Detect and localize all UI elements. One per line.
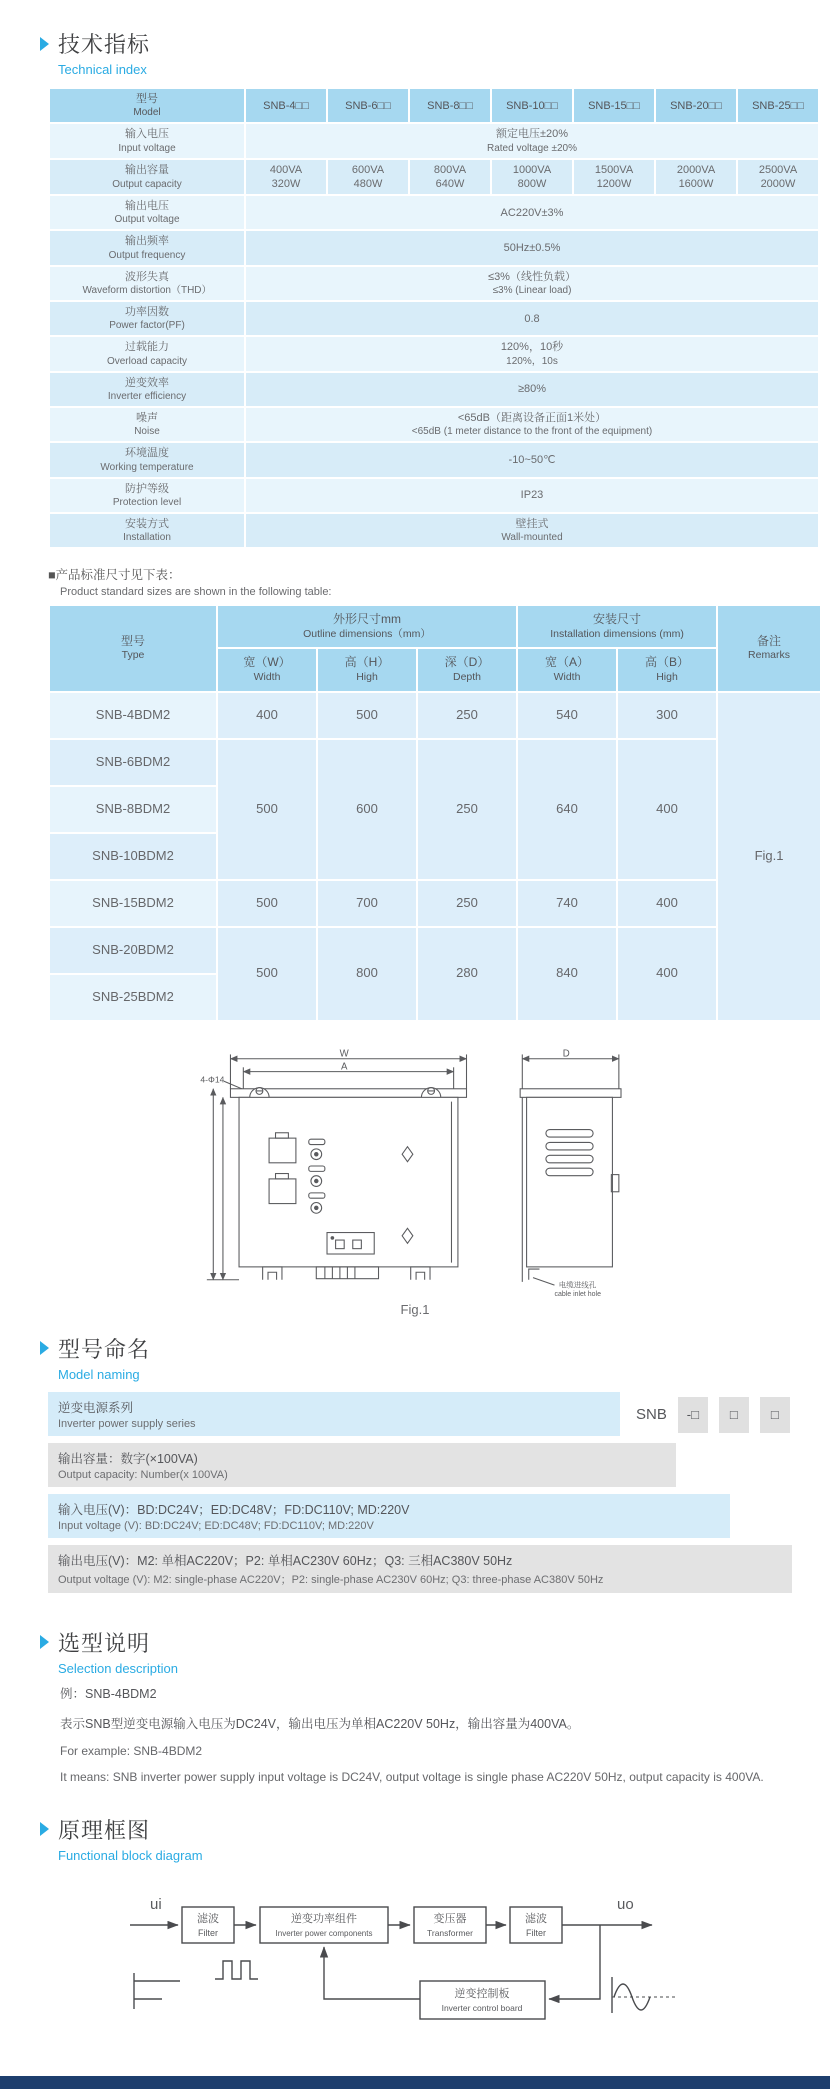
dimension-figure <box>200 1048 630 1317</box>
spec-row-power-factor <box>49 301 819 336</box>
naming-row-input-voltage: 输入电压(V)：BD:DC24V；ED:DC48V；FD:DC110V; MD:220V Input voltage (V): BD:DC24V; ED:DC48V; FD:DC110V; MD:220V <box>48 1494 730 1538</box>
section-selection-description <box>40 1627 830 1676</box>
dim-cell: 840 <box>517 927 617 1021</box>
row-label: 逆变效率 Inverter efficiency <box>49 372 245 407</box>
naming-row-capacity: 输出容量：数字(×100VA) Output capacity: Number(x 100VA) <box>48 1443 676 1487</box>
dim-cell: 400 <box>617 927 717 1021</box>
dim-cell: 600 <box>317 739 417 880</box>
block-filter1-zh: 滤波 <box>197 1912 219 1925</box>
row-label: 安装方式 Installation <box>49 513 245 548</box>
row-label: 噪声 Noise <box>49 407 245 442</box>
code-box-1: -□ <box>678 1397 708 1433</box>
functional-block-diagram <box>120 1877 830 2042</box>
spec-table <box>48 87 820 549</box>
section-title-en: Functional block diagram <box>58 1847 203 1863</box>
block-control-en: Inverter control board <box>441 2002 523 2013</box>
diagram-input-label: ui <box>150 1895 162 1913</box>
spec-row-output-voltage <box>49 195 819 230</box>
dim-cell: 250 <box>417 692 517 739</box>
dims-row <box>49 692 821 739</box>
dims-row <box>49 739 821 786</box>
dimensions-table <box>48 604 822 1021</box>
section-header <box>40 1814 830 1845</box>
block-filter2-zh: 滤波 <box>525 1912 547 1925</box>
dims-subheader-w: 宽（W） Width <box>217 648 317 691</box>
dims-header-install: 安装尺寸 Installation dimensions (mm) <box>517 605 717 648</box>
remarks-cell: Fig.1 <box>717 692 821 1021</box>
dim-w-label: W <box>339 1048 349 1060</box>
capacity-cell: 800VA 640W <box>409 159 491 196</box>
model-type-cell: SNB-6BDM2 <box>49 739 217 786</box>
model-prefix: SNB <box>636 1406 667 1424</box>
naming-row-series: 逆变电源系列 Inverter power supply series <box>48 1392 620 1436</box>
section-title-en: Model naming <box>58 1366 140 1382</box>
model-type-cell: SNB-8BDM2 <box>49 786 217 833</box>
block-diagram-drawing <box>120 1877 680 2037</box>
row-label: 输入电压 Input voltage <box>49 123 245 158</box>
row-value: 0.8 <box>245 301 819 336</box>
section-title-en: Technical index <box>58 62 147 77</box>
diagram-output-label: uo <box>617 1895 634 1913</box>
dim-cell: 300 <box>617 692 717 739</box>
spec-row-output-capacity <box>49 159 819 196</box>
selection-meaning-en: It means: SNB inverter power supply input voltage is DC24V, output voltage is single phase AC220V 50Hz, output capacity is 400VA. <box>60 1769 764 1784</box>
dims-row <box>49 880 821 927</box>
block-filter2-en: Filter <box>526 1927 546 1938</box>
dims-header-row1 <box>49 605 821 648</box>
dim-cell: 700 <box>317 880 417 927</box>
figure-caption: Fig.1 <box>400 1301 430 1317</box>
row-value: <65dB（距离设备正面1米处） <65dB (1 meter distance to the front of the equipment) <box>245 407 819 442</box>
section-title-zh: 型号命名 <box>58 1336 151 1362</box>
dims-row <box>49 927 821 974</box>
spec-row-working-temperature <box>49 442 819 477</box>
row-label: 输出频率 Output frequency <box>49 230 245 265</box>
model-type-cell: SNB-15BDM2 <box>49 880 217 927</box>
spec-header-model <box>49 88 245 123</box>
section-title-zh: 原理框图 <box>58 1817 151 1843</box>
dim-cell: 500 <box>317 692 417 739</box>
capacity-cell: 2500VA 2000W <box>737 159 819 196</box>
block-power-zh: 逆变功率组件 <box>291 1912 357 1925</box>
dims-subheader-h: 高（H） High <box>317 648 417 691</box>
model-label-en: Model <box>133 107 161 119</box>
row-label: 波形失真 Waveform distortion（THD） <box>49 266 245 301</box>
row-label: 输出电压 Output voltage <box>49 195 245 230</box>
spec-row-noise <box>49 407 819 442</box>
spec-row-protection-level <box>49 478 819 513</box>
selection-meaning-zh: 表示SNB型逆变电源输入电压为DC24V，输出电压为单相AC220V 50Hz，输出容量为400VA。 <box>60 1716 580 1731</box>
row-label: 功率因数 Power factor(PF) <box>49 301 245 336</box>
section-marker-icon <box>40 1635 49 1649</box>
row-value: ≥80% <box>245 372 819 407</box>
spec-row-installation <box>49 513 819 548</box>
capacity-cell: 2000VA 1600W <box>655 159 737 196</box>
section-marker-icon <box>40 1341 49 1355</box>
row-value: -10~50℃ <box>245 442 819 477</box>
code-box-3: □ <box>760 1397 790 1433</box>
section-marker-icon <box>40 37 49 51</box>
model-column: SNB-25□□ <box>737 88 819 123</box>
model-column: SNB-15□□ <box>573 88 655 123</box>
section-block-diagram <box>40 1814 830 1863</box>
model-column: SNB-8□□ <box>409 88 491 123</box>
section-header <box>40 28 830 59</box>
row-label: 过载能力 Overload capacity <box>49 336 245 371</box>
section-header <box>40 1333 830 1364</box>
spec-row-waveform-distortion <box>49 266 819 301</box>
model-column: SNB-4□□ <box>245 88 327 123</box>
section-marker-icon <box>40 1822 49 1836</box>
spec-header-row <box>49 88 819 123</box>
section-technical-index <box>40 28 830 77</box>
row-value: AC220V±3% <box>245 195 819 230</box>
row-value: 壁挂式 Wall-mounted <box>245 513 819 548</box>
block-transformer-en: Transformer <box>427 1927 473 1938</box>
standard-sizes-note <box>48 565 830 598</box>
row-label: 防护等级 Protection level <box>49 478 245 513</box>
dim-cell: 500 <box>217 927 317 1021</box>
section-title-zh: 技术指标 <box>58 32 151 57</box>
dim-cell: 500 <box>217 880 317 927</box>
model-type-cell: SNB-20BDM2 <box>49 927 217 974</box>
selection-text <box>60 1684 830 1784</box>
row-label: 环境温度 Working temperature <box>49 442 245 477</box>
footer-bar <box>0 2076 830 2089</box>
cable-inlet-label-en: cable inlet hole <box>554 1290 601 1298</box>
dim-cell: 640 <box>517 739 617 880</box>
model-type-cell: SNB-10BDM2 <box>49 833 217 880</box>
capacity-cell: 600VA 480W <box>327 159 409 196</box>
cable-inlet-label-zh: 电缆进线孔 <box>558 1279 597 1289</box>
dim-cell: 250 <box>417 739 517 880</box>
capacity-cell: 1500VA 1200W <box>573 159 655 196</box>
section-title-zh: 选型说明 <box>58 1630 151 1656</box>
cabinet-drawing <box>200 1048 630 1298</box>
spec-row-inverter-efficiency <box>49 372 819 407</box>
spec-row-input-voltage <box>49 123 819 158</box>
section-model-naming <box>40 1333 830 1382</box>
spec-row-output-frequency <box>49 230 819 265</box>
dims-subheader-d: 深（D） Depth <box>417 648 517 691</box>
model-column: SNB-6□□ <box>327 88 409 123</box>
block-control-zh: 逆变控制板 <box>454 1987 510 2000</box>
row-value: 50Hz±0.5% <box>245 230 819 265</box>
code-box-2: □ <box>719 1397 749 1433</box>
model-label-zh: 型号 <box>136 93 158 105</box>
dim-cell: 400 <box>617 739 717 880</box>
dim-cell: 800 <box>317 927 417 1021</box>
naming-code-boxes <box>636 1394 790 1436</box>
capacity-cell: 400VA 320W <box>245 159 327 196</box>
naming-row-output-voltage: 输出电压(V)：M2: 单相AC220V；P2: 单相AC230V 60Hz；Q3: 三相AC380V 50Hz Output voltage (V): M2: single-phase AC220V；P2: single-phase AC230V 60Hz; Q3: three-phase AC380V 50Hz <box>48 1545 792 1593</box>
selection-example-en: For example: SNB-4BDM2 <box>60 1743 203 1758</box>
dims-header-type: 型号 Type <box>49 605 217 691</box>
dim-a-label: A <box>340 1061 348 1073</box>
model-type-cell: SNB-25BDM2 <box>49 974 217 1021</box>
spec-row-overload-capacity <box>49 336 819 371</box>
dim-cell: 280 <box>417 927 517 1021</box>
model-column: SNB-10□□ <box>491 88 573 123</box>
note-zh: ■产品标准尺寸见下表： <box>48 568 181 583</box>
dim-d-label: D <box>562 1048 570 1060</box>
model-column: SNB-20□□ <box>655 88 737 123</box>
note-en: Product standard sizes are shown in the following table: <box>60 586 332 599</box>
section-header <box>40 1627 830 1658</box>
block-transformer-zh: 变压器 <box>433 1912 467 1925</box>
dim-cell: 500 <box>217 739 317 880</box>
capacity-cell: 1000VA 800W <box>491 159 573 196</box>
block-power-en: Inverter power components <box>275 1928 373 1938</box>
row-value: ≤3%（线性负载） ≤3% (Linear load) <box>245 266 819 301</box>
dim-cell: 540 <box>517 692 617 739</box>
row-value: 额定电压±20% Rated voltage ±20% <box>245 123 819 158</box>
selection-example-zh: 例：SNB-4BDM2 <box>60 1686 157 1701</box>
mounting-holes-label: 4-Φ14 <box>200 1073 225 1084</box>
dims-header-remarks: 备注 Remarks <box>717 605 821 691</box>
row-value: IP23 <box>245 478 819 513</box>
model-naming-diagram <box>48 1392 820 1593</box>
dim-cell: 740 <box>517 880 617 927</box>
dims-subheader-b: 高（B） High <box>617 648 717 691</box>
model-type-cell: SNB-4BDM2 <box>49 692 217 739</box>
dim-cell: 400 <box>617 880 717 927</box>
dims-subheader-a: 宽（A） Width <box>517 648 617 691</box>
dim-cell: 250 <box>417 880 517 927</box>
dim-cell: 400 <box>217 692 317 739</box>
row-value: 120%，10秒 120%，10s <box>245 336 819 371</box>
row-label: 输出容量 Output capacity <box>49 159 245 196</box>
section-title-en: Selection description <box>58 1660 178 1676</box>
dims-header-outline: 外形尺寸mm Outline dimensions（mm） <box>217 605 517 648</box>
block-filter1-en: Filter <box>198 1927 218 1938</box>
